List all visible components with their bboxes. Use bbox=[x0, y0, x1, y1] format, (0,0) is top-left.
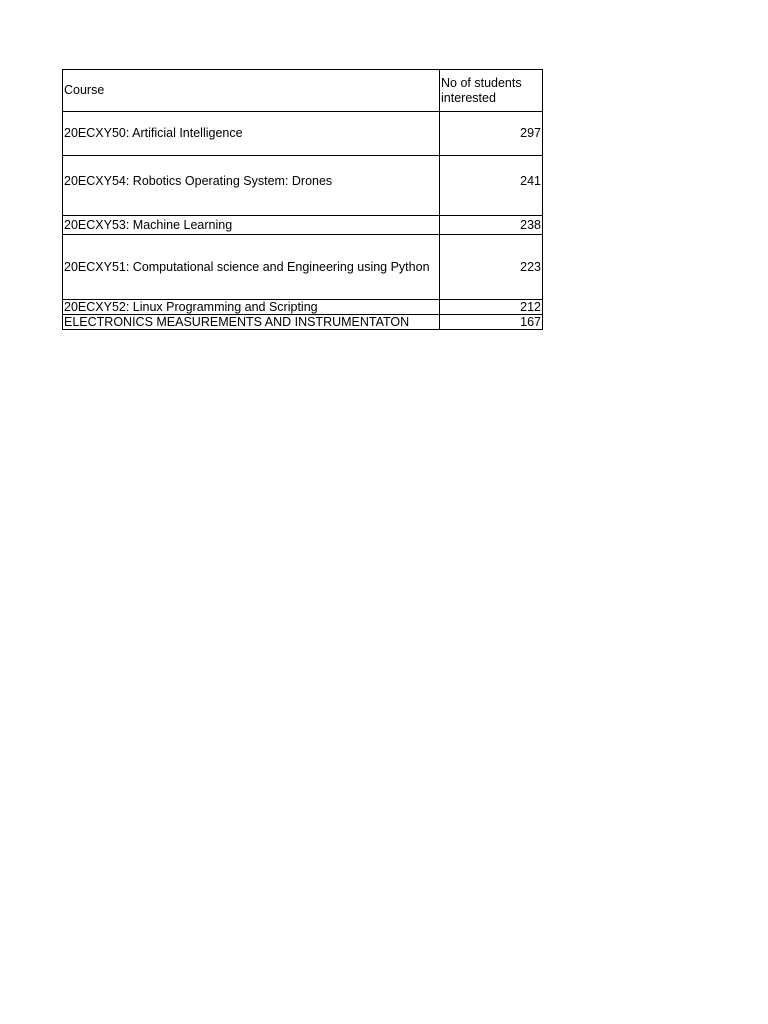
course-cell bbox=[63, 156, 440, 216]
table-row bbox=[63, 315, 543, 330]
students-count-text: 241 bbox=[520, 174, 541, 188]
students-count-cell: 238 bbox=[440, 216, 543, 235]
table-header-row bbox=[63, 70, 543, 112]
table-row bbox=[63, 112, 543, 156]
students-count-cell bbox=[440, 156, 543, 216]
course-cell: ELECTRONICS MEASUREMENTS AND INSTRUMENTATON bbox=[63, 315, 440, 330]
students-count-cell: 297 bbox=[440, 112, 543, 156]
table-row bbox=[63, 216, 543, 235]
table-row bbox=[63, 156, 543, 216]
students-count-cell: 167 bbox=[440, 315, 543, 330]
course-text: 20ECXY54: Robotics Operating System: Drones bbox=[64, 174, 333, 188]
course-cell: 20ECXY52: Linux Programming and Scripting bbox=[63, 300, 440, 315]
course-cell: 20ECXY51: Computational science and Engineering using Python bbox=[63, 235, 440, 300]
table-row bbox=[63, 300, 543, 315]
header-course: Course bbox=[63, 70, 440, 112]
course-cell: 20ECXY53: Machine Learning bbox=[63, 216, 440, 235]
students-count-cell: 212 bbox=[440, 300, 543, 315]
course-interest-table bbox=[62, 69, 543, 330]
course-cell: 20ECXY50: Artificial Intelligence bbox=[63, 112, 440, 156]
students-count-cell: 223 bbox=[440, 235, 543, 300]
table-row bbox=[63, 235, 543, 300]
header-students-interested: No of students interested bbox=[440, 70, 543, 112]
